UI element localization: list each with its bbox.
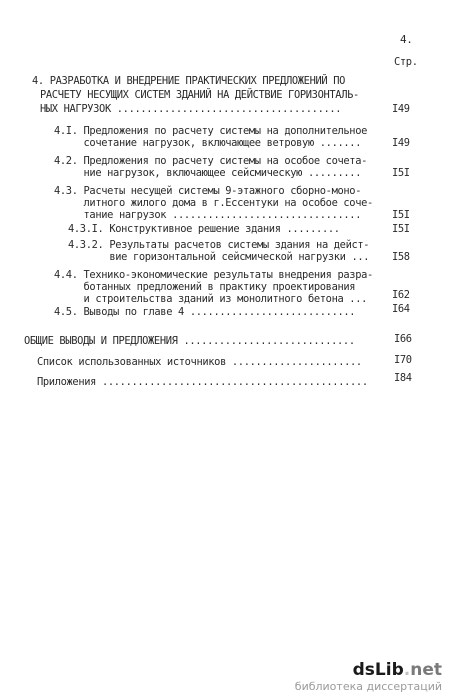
toc-line: 4.I. Предложения по расчету системы на дополнительное: [54, 125, 368, 137]
toc-page-number: I49: [392, 103, 410, 115]
toc-line: 4. РАЗРАБОТКА И ВНЕДРЕНИЕ ПРАКТИЧЕСКИХ ПРЕДЛОЖЕНИЙ ПО: [32, 75, 346, 87]
column-header-page: Стр.: [394, 56, 418, 68]
toc-page-number: I58: [392, 251, 410, 263]
watermark-logo: [295, 661, 442, 680]
watermark-tagline: библиотека диссертаций: [294, 680, 442, 693]
toc-line: НЫХ НАГРУЗОК ......................................: [40, 103, 342, 115]
toc-page-number: I64: [392, 303, 410, 315]
toc-page-number: I66: [394, 333, 412, 345]
watermark-logo-main: dsLib: [352, 660, 404, 680]
page-number: 4.: [400, 33, 413, 46]
toc-line: ОБЩИЕ ВЫВОДЫ И ПРЕДЛОЖЕНИЯ .............................: [24, 335, 355, 347]
toc-line: Список использованных источников ......................: [37, 356, 362, 368]
toc-page-number: I70: [394, 354, 412, 366]
toc-line: ботанных предложений в практику проектирования: [54, 281, 356, 293]
watermark-logo-tld: net: [410, 660, 442, 680]
toc-line: ние нагрузок, включающее сейсмическую .........: [54, 167, 362, 179]
toc-line: 4.3. Расчеты несущей системы 9-этажного сборно-моно-: [54, 185, 362, 197]
toc-line: 4.3.I. Конструктивное решение здания .........: [68, 223, 340, 235]
toc-line: РАСЧЕТУ НЕСУЩИХ СИСТЕМ ЗДАНИЙ НА ДЕЙСТВИЕ ГОРИЗОНТАЛЬ-: [40, 89, 359, 101]
toc-line: тание нагрузок ................................: [54, 209, 362, 221]
toc-line: 4.5. Выводы по главе 4 ............................: [54, 306, 356, 318]
toc-page-number: I84: [394, 372, 412, 384]
toc-line: вие горизонтальной сейсмической нагрузки ...: [68, 251, 370, 263]
toc-page-number: I49: [392, 137, 410, 149]
toc-page-number: I62: [392, 289, 410, 301]
toc-line: 4.4. Технико-экономические результаты внедрения разра-: [54, 269, 373, 281]
toc-line: Приложения .............................................: [37, 376, 368, 388]
watermark-logo-dot: .: [403, 660, 411, 680]
toc-page-number: I5I: [392, 167, 410, 179]
toc-page-number: I5I: [392, 223, 410, 235]
toc-line: 4.2. Предложения по расчету системы на особое сочета-: [54, 155, 368, 167]
site-watermark: [295, 661, 442, 693]
toc-line: сочетание нагрузок, включающее ветровую .......: [54, 137, 362, 149]
toc-line: 4.3.2. Результаты расчетов системы здания на дейст-: [68, 239, 370, 251]
toc-line: литного жилого дома в г.Ессентуки на особое соче-: [54, 197, 373, 209]
toc-page-number: I5I: [392, 209, 410, 221]
toc-line: и строительства зданий из монолитного бетона ...: [54, 293, 368, 305]
